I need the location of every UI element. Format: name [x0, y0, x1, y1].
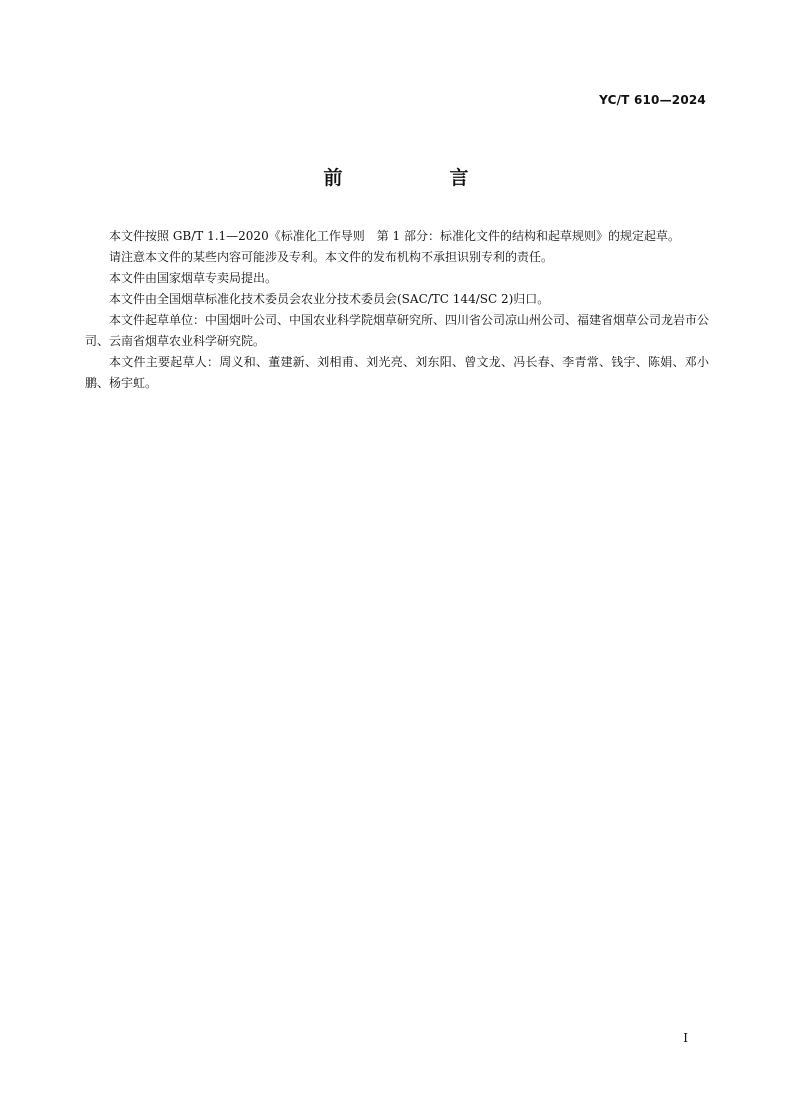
- paragraph-patent-notice: 请注意本文件的某些内容可能涉及专利。本文件的发布机构不承担识别专利的责任。: [109, 250, 554, 264]
- page-title: 前 言: [323, 167, 513, 189]
- page-number: I: [683, 1031, 688, 1045]
- paragraph-drafters: 本文件主要起草人：周义和、董建新、刘相甫、刘光亮、刘东阳、曾文龙、冯长春、李青常、钱宇、陈娟、邓小鹏、杨宇虹。: [85, 355, 709, 390]
- paragraph-proposer: 本文件由国家烟草专卖局提出。: [109, 271, 278, 285]
- preface-body: [85, 226, 709, 394]
- paragraph-drafting-basis: 本文件按照 GB/T 1.1—2020《标准化工作导则 第 1 部分：标准化文件的结构和起草规则》的规定起草。: [109, 229, 680, 243]
- document-code: YC/T 610—2024: [599, 93, 706, 107]
- paragraph-responsible-committee: 本文件由全国烟草标准化技术委员会农业分技术委员会(SAC/TC 144/SC 2)归口。: [109, 292, 550, 306]
- paragraph-drafting-units: 本文件起草单位：中国烟叶公司、中国农业科学院烟草研究所、四川省公司凉山州公司、福建省烟草公司龙岩市公司、云南省烟草农业科学研究院。: [85, 313, 710, 348]
